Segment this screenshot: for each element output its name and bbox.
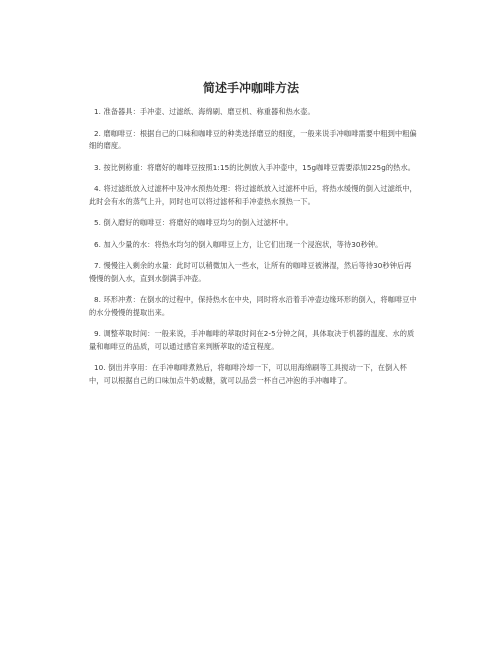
step-4: 4. 将过滤纸放入过滤杯中及冲水预热处理：将过滤纸放入过滤杯中后，将热水缓慢的倒入过滤纸中，此时会有水的蒸气上升，同时也可以将过滤杯和手冲壶热水预热一下。 xyxy=(89,184,417,206)
step-6: 6. 加入少量的水：将热水均匀的倒入咖啡豆上方，让它们出现一个浸泡状，等待30秒钟。 xyxy=(94,239,383,249)
step-2: 2. 磨咖啡豆：根据自己的口味和咖啡豆的种类选择磨豆的细度，一般来说手冲咖啡需要中粗到中粗偏细的磨度。 xyxy=(89,128,417,150)
step-9: 9. 调整萃取时间：一般来说，手冲咖啡的萃取时间在2-5分钟之间，具体取决于机器的温度、水的质量和咖啡豆的品质，可以通过感官来判断萃取的适宜程度。 xyxy=(89,329,415,351)
step-5: 5. 倒入磨好的咖啡豆：将磨好的咖啡豆均匀的倒入过滤杯中。 xyxy=(94,218,293,227)
step-3: 3. 按比例称重：将磨好的咖啡豆按照1:15的比例放入手冲壶中，15g咖啡豆需要添加225g的热水。 xyxy=(94,162,416,172)
step-1: 1. 准备器具：手冲壶、过滤纸、海绵刷、磨豆机、称重器和热水壶。 xyxy=(94,107,315,116)
step-7: 7. 慢慢注入剩余的水量：此时可以稍微加入一些水，让所有的咖啡豆被淋湿，然后等待30秒钟后再慢慢的倒入水，直到水倒满手冲壶。 xyxy=(89,261,412,283)
steps-list xyxy=(89,106,417,396)
document-title: 简述手冲咖啡方法 xyxy=(202,81,299,95)
step-10: 10. 倒出并享用：在手冲咖啡煮熟后，将咖啡冷却一下，可以用海绵刷等工具搅动一下，在倒入杯中，可以根据自己的口味加点牛奶或糖，就可以品尝一杯自己冲泡的手冲咖啡了。 xyxy=(89,363,407,385)
step-8: 8. 环形冲煮：在倒水的过程中，保持热水在中央，同时将水沿着手冲壶边缘环形的倒入，将咖啡豆中的水分慢慢的提取出来。 xyxy=(89,295,417,317)
